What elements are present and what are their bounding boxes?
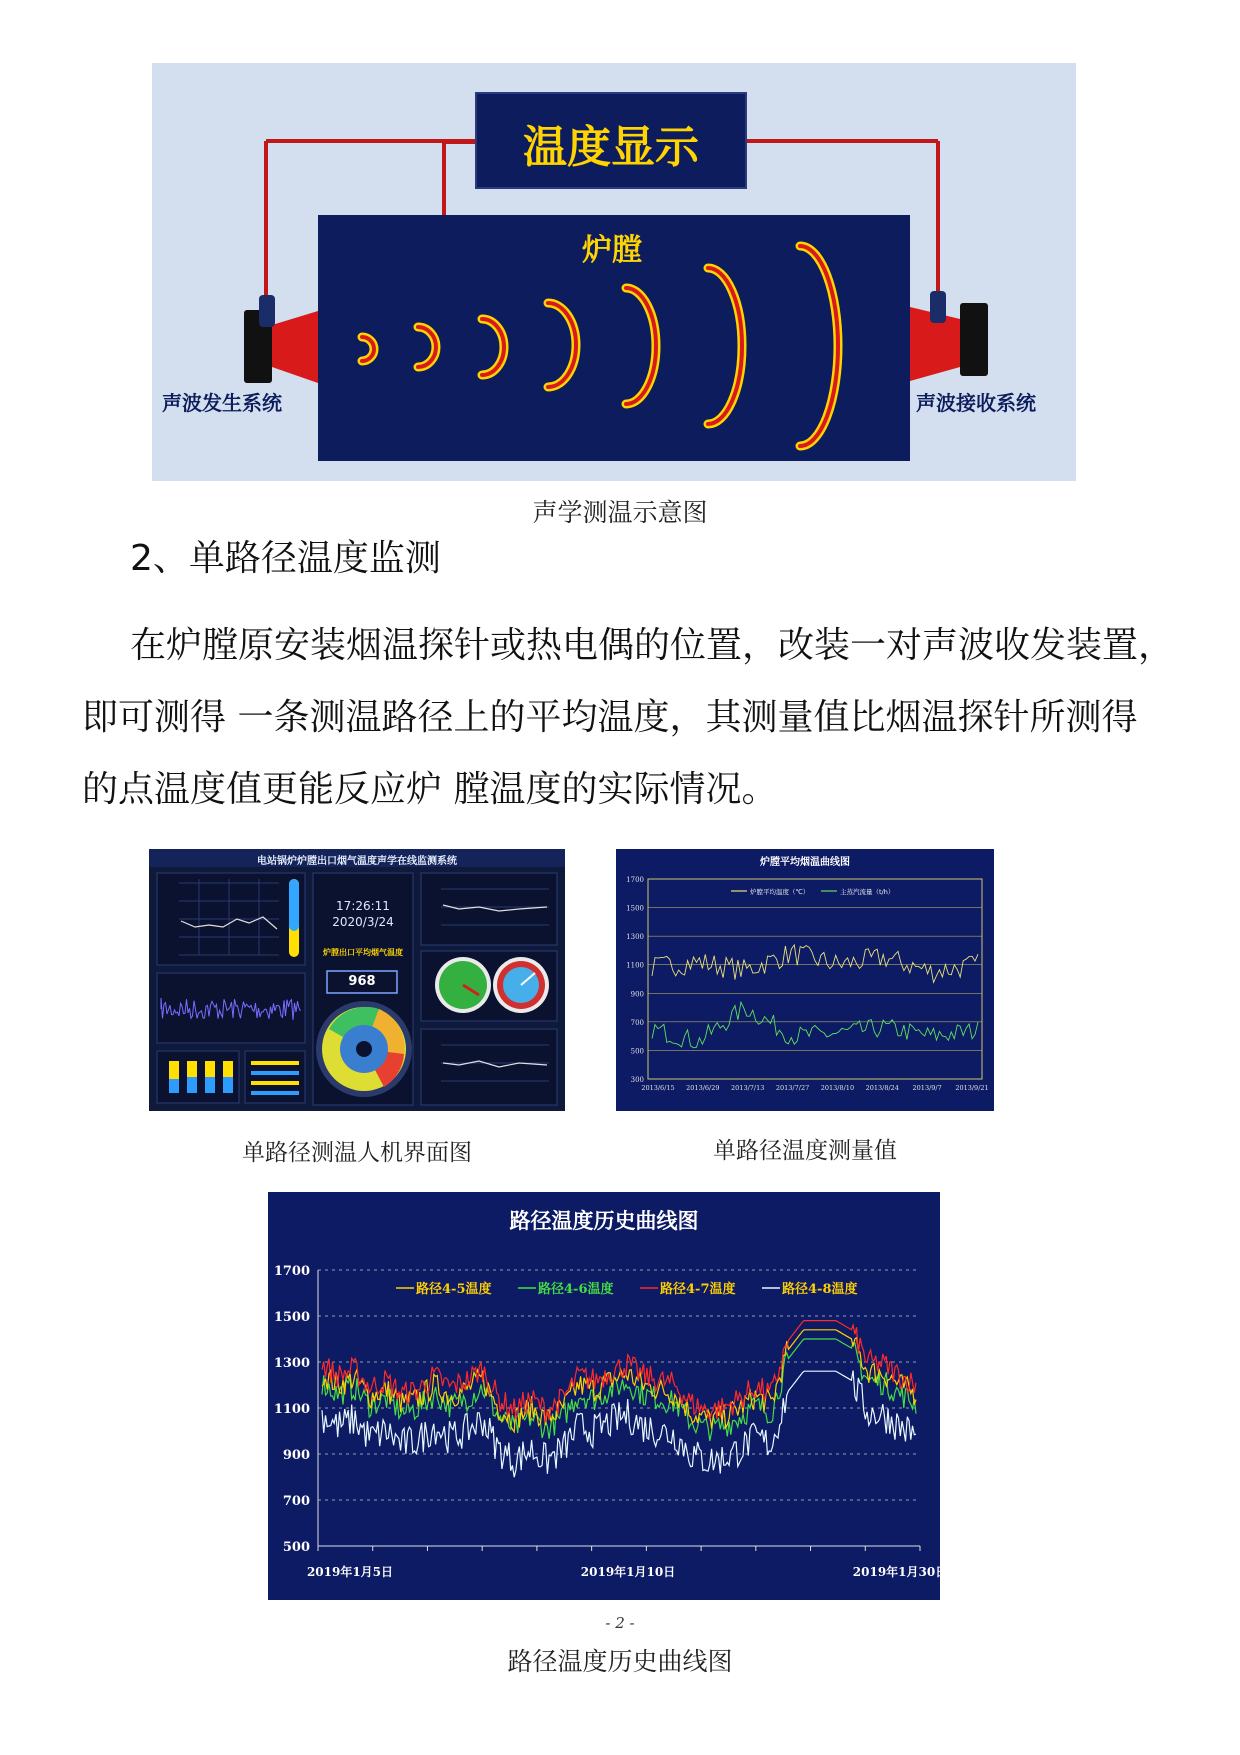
y-tick-label: 1700	[273, 1264, 310, 1279]
history-chart-svg	[268, 1192, 940, 1600]
x-tick-label: 2013/6/29	[686, 1084, 720, 1092]
single-chart-title: 炉膛平均烟温曲线图	[760, 857, 850, 868]
x-tick-label: 2013/9/21	[955, 1084, 989, 1092]
plot-frame	[648, 879, 982, 1079]
y-tick-label: 300	[630, 1076, 644, 1084]
y-tick-label: 1100	[273, 1402, 310, 1417]
legend-label: 路径4-7温度	[660, 1282, 736, 1297]
legend-label: 炉膛平均温度（℃）	[750, 888, 810, 896]
legend-label: 路径4-6温度	[538, 1282, 614, 1297]
receiver-label: 声波接收系统	[916, 391, 1036, 415]
y-tick-label: 500	[630, 1047, 644, 1056]
hmi-date: 2020/3/24	[332, 915, 394, 929]
legend-label: 主蒸汽流量（t/h）	[840, 888, 895, 896]
display-label: 温度显示	[523, 122, 699, 173]
single-path-chart	[616, 849, 994, 1111]
series-line	[322, 1339, 916, 1441]
x-tick-label: 2019年1月30日	[852, 1565, 940, 1579]
x-tick-label: 2013/7/27	[775, 1084, 810, 1092]
y-tick-label: 1500	[273, 1310, 310, 1325]
x-tick-label: 2013/9/7	[912, 1084, 942, 1092]
legend-label: 路径4-5温度	[416, 1282, 492, 1297]
y-tick-label: 1300	[626, 933, 644, 942]
hmi-gauge-label: 炉膛出口平均烟气温度	[323, 948, 403, 957]
hmi-value: 968	[348, 974, 376, 989]
x-tick-label: 2013/6/15	[641, 1084, 675, 1092]
transmitter-label: 声波发生系统	[162, 391, 282, 415]
x-tick-label: 2013/8/10	[820, 1084, 855, 1092]
page-number: - 2 -	[605, 1614, 635, 1632]
x-tick-label: 2019年1月10日	[580, 1565, 676, 1579]
acoustic-schematic	[152, 63, 1076, 481]
history-chart-caption: 路径温度历史曲线图	[507, 1647, 733, 1676]
furnace-label: 炉膛	[582, 233, 642, 268]
x-tick-label: 2013/8/24	[865, 1084, 899, 1092]
paragraph-line: 在炉膛原安装烟温探针或热电偶的位置，改装一对声波收发装置，	[130, 625, 1175, 666]
single-path-chart-svg	[616, 849, 994, 1111]
single-chart-caption: 单路径温度测量值	[713, 1138, 897, 1164]
history-chart-title: 路径温度历史曲线图	[509, 1208, 699, 1233]
y-tick-label: 1500	[626, 904, 644, 913]
series-line	[322, 1330, 916, 1432]
hmi-time: 17:26:11	[336, 899, 390, 913]
section-paragraph	[82, 610, 1192, 826]
hmi-caption: 单路径测温人机界面图	[242, 1140, 472, 1166]
history-chart	[268, 1192, 940, 1600]
y-tick-label: 1700	[626, 876, 644, 884]
paragraph-line: 的点温度值更能反应炉 膛温度的实际情况。	[82, 769, 778, 810]
y-tick-label: 700	[630, 1018, 644, 1027]
schematic-caption: 声学测温示意图	[532, 498, 708, 527]
y-tick-label: 1100	[626, 961, 644, 970]
y-tick-label: 900	[630, 990, 644, 999]
section-heading: 2、单路径温度监测	[130, 538, 441, 579]
hmi-screenshot	[149, 849, 565, 1111]
y-tick-label: 500	[282, 1540, 310, 1555]
hmi-title: 电站锅炉炉膛出口烟气温度声学在线监测系统	[257, 856, 457, 867]
y-tick-label: 900	[282, 1448, 310, 1463]
y-tick-label: 1300	[273, 1356, 310, 1371]
series-line	[652, 1002, 978, 1048]
legend-label: 路径4-8温度	[782, 1282, 858, 1297]
y-tick-label: 700	[282, 1494, 310, 1509]
series-line	[652, 945, 978, 983]
paragraph-line: 即可测得 一条测温路径上的平均温度，其测量值比烟温探针所测得	[82, 697, 1138, 738]
x-tick-label: 2013/7/13	[731, 1084, 765, 1092]
x-tick-label: 2019年1月5日	[306, 1565, 394, 1579]
